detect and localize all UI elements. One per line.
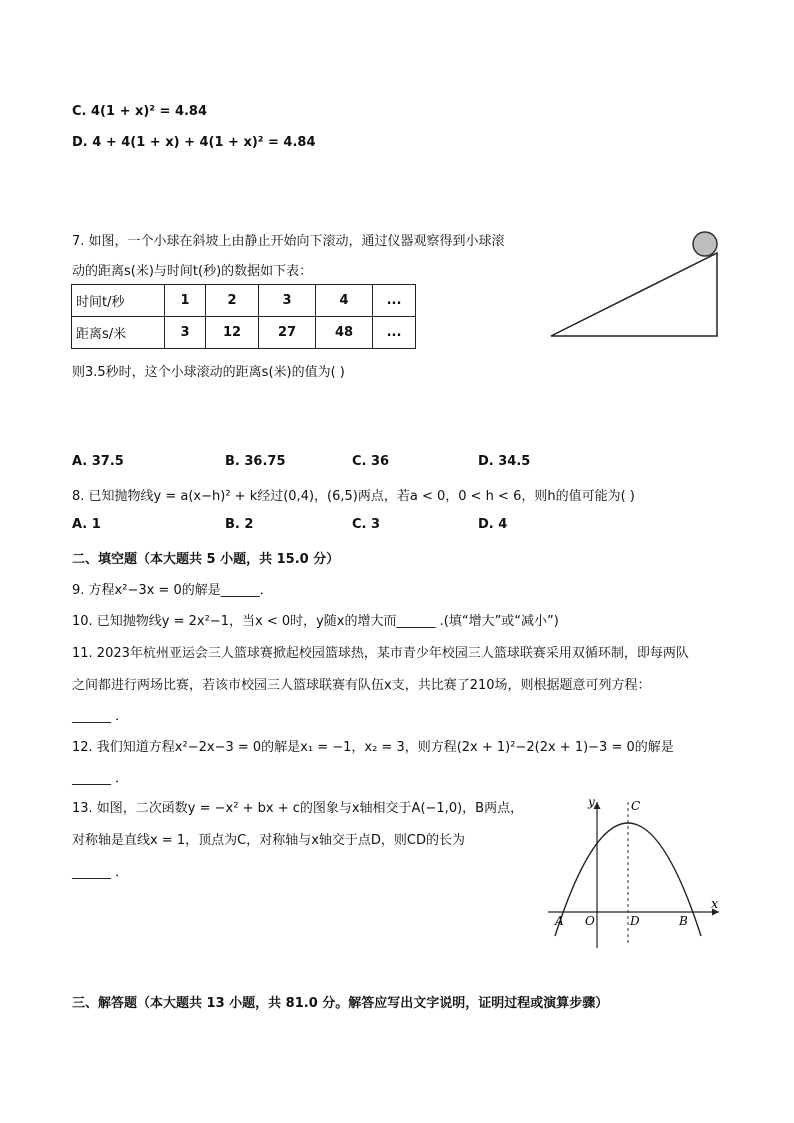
q7-question: 则3.5秒时，这个小球滚动的距离s(米)的值为( ) — [72, 365, 345, 380]
q11-line2: 之间都进行两场比赛，若该市校园三人篮球联赛有队伍x支，共比赛了210场，则根据题意可列方程： — [72, 678, 651, 693]
table-cell: 12 — [206, 317, 259, 349]
q7-option-d: D. 34.5 — [478, 454, 531, 469]
q6-option-c: C. 4(1 + x)² = 4.84 — [72, 104, 208, 119]
q8-option-c: C. 3 — [352, 517, 381, 532]
slope-triangle — [551, 253, 717, 336]
q7-stem-line1: 7. 如图，一个小球在斜坡上由静止开始向下滚动，通过仪器观察得到小球滚 — [72, 234, 505, 249]
x-axis-label: x — [711, 897, 719, 912]
q11-blank: ______ ． — [72, 709, 129, 724]
q12-line1: 12. 我们知道方程x²−2x−3 = 0的解是x₁ = −1，x₂ = 3，则方程(2x + 1)²−2(2x + 1)−3 = 0的解是 — [72, 740, 674, 755]
ball-icon — [693, 232, 717, 256]
table-cell: 48 — [316, 317, 373, 349]
q13-blank: ______ ． — [72, 865, 129, 880]
point-c-label: C — [631, 799, 641, 813]
parabola-graph — [545, 792, 735, 952]
q10-text: 10. 已知抛物线y = 2x²−1，当x < 0时，y随x的增大而______ .(填“增大”或“减小”) — [72, 614, 559, 629]
q12-blank: ______ ． — [72, 771, 129, 786]
q8-option-a: A. 1 — [72, 517, 101, 532]
table-cell: 4 — [316, 285, 373, 317]
section-2-heading: 二、填空题（本大题共 5 小题，共 15.0 分） — [72, 552, 340, 567]
section-3-heading: 三、解答题（本大题共 13 小题，共 81.0 分。解答应写出文字说明，证明过程或演算步骤） — [72, 996, 609, 1011]
q8-option-b: B. 2 — [225, 517, 254, 532]
table-cell: ... — [373, 317, 416, 349]
table-cell: ... — [373, 285, 416, 317]
q7-option-a: A. 37.5 — [72, 454, 124, 469]
q7-stem-line2: 动的距离s(米)与时间t(秒)的数据如下表： — [72, 264, 313, 279]
table-row — [72, 285, 416, 317]
origin-label: O — [585, 914, 595, 928]
table-cell: 3 — [165, 317, 206, 349]
table-row — [72, 317, 416, 349]
q13-line1: 13. 如图，二次函数y = −x² + bx + c的图象与x轴相交于A(−1,0)，B两点， — [72, 801, 524, 816]
q9-text: 9. 方程x²−3x = 0的解是______． — [72, 583, 273, 598]
table-cell: 1 — [165, 285, 206, 317]
point-b-label: B — [679, 914, 688, 928]
table-cell: 27 — [259, 317, 316, 349]
point-d-label: D — [630, 914, 640, 928]
y-axis-label: y — [588, 795, 595, 809]
q13-line2: 对称轴是直线x = 1，顶点为C，对称轴与x轴交于点D，则CD的长为 — [72, 833, 465, 848]
q6-option-d: D. 4 + 4(1 + x) + 4(1 + x)² = 4.84 — [72, 135, 316, 150]
q7-option-b: B. 36.75 — [225, 454, 286, 469]
table-row-label: 距离s/米 — [72, 317, 165, 349]
q7-data-table — [71, 284, 416, 349]
q7-option-c: C. 36 — [352, 454, 390, 469]
point-a-label: A — [555, 914, 564, 928]
table-cell: 3 — [259, 285, 316, 317]
table-cell: 2 — [206, 285, 259, 317]
q11-line1: 11. 2023年杭州亚运会三人篮球赛掀起校园篮球热，某市青少年校园三人篮球联赛采用双循环制，即每两队 — [72, 646, 689, 661]
slope-ball-figure — [545, 228, 745, 348]
table-row-label: 时间t/秒 — [72, 285, 165, 317]
q8-option-d: D. 4 — [478, 517, 508, 532]
q8-stem: 8. 已知抛物线y = a(x−h)² + k经过(0,4)，(6,5)两点，若a < 0，0 < h < 6，则h的值可能为( ) — [72, 489, 635, 504]
